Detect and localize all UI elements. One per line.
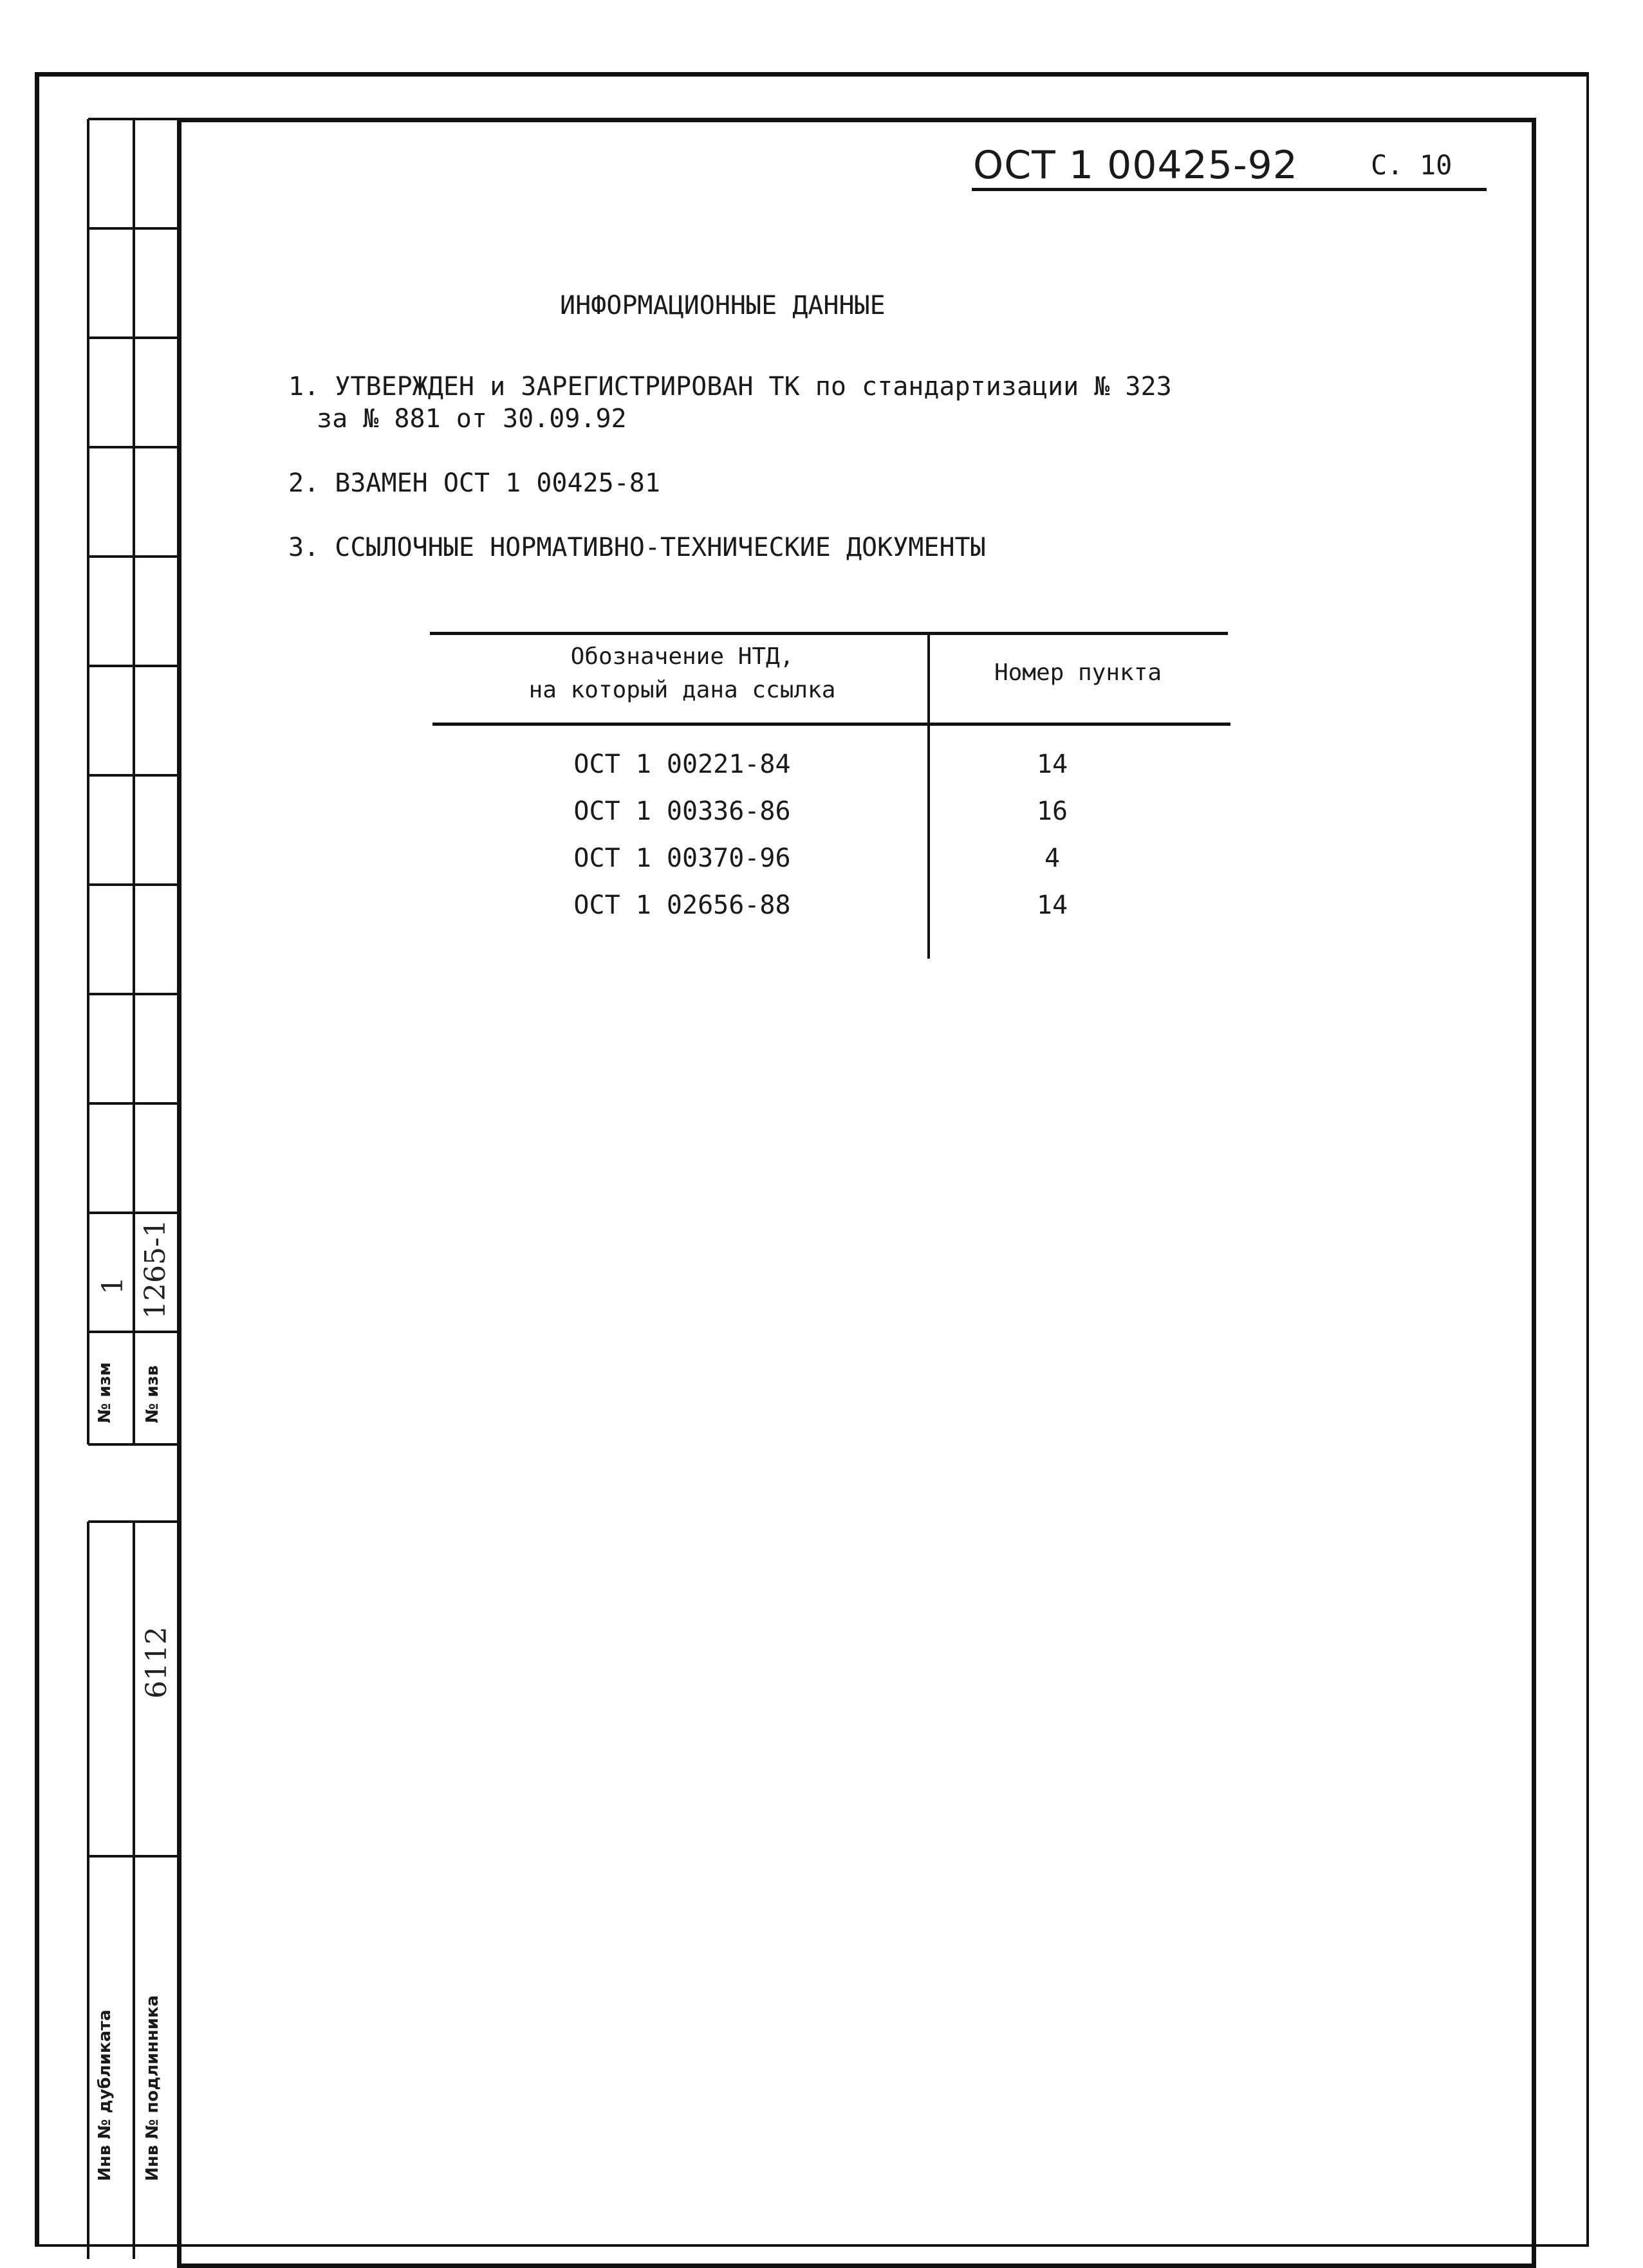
section-title: ИНФОРМАЦИОННЫЕ ДАННЫЕ xyxy=(560,291,886,320)
table-row-clause: 14 xyxy=(1036,750,1068,779)
izm-value: 1 xyxy=(97,1277,129,1295)
item-3: 3. ССЫЛОЧНЫЕ НОРМАТИВНО-ТЕХНИЧЕСКИЕ ДОКУМЕНТЫ xyxy=(288,533,986,562)
table-top-rule xyxy=(430,632,1228,635)
izv-value: 1265-1 xyxy=(139,1219,172,1319)
header-rule xyxy=(972,188,1487,191)
table-header-doc-line-1: Обозначение НТД, xyxy=(570,643,794,670)
page-number: С. 10 xyxy=(1371,149,1453,181)
podl-label: Инв № подлинника xyxy=(143,1995,162,2181)
table-header-doc-line-2: на который дана ссылка xyxy=(528,677,836,703)
izv-label: № изв xyxy=(143,1365,162,1423)
table-row-doc: ОСТ 1 00370-96 xyxy=(573,844,791,873)
table-row-doc: ОСТ 1 00221-84 xyxy=(573,750,791,779)
item-2: 2. ВЗАМЕН ОСТ 1 00425-81 xyxy=(288,468,660,498)
izm-label: № изм xyxy=(95,1362,115,1423)
dubl-label: Инв № дубликата xyxy=(95,2009,115,2181)
table-header-clause: Номер пункта xyxy=(994,659,1162,686)
table-header-doc xyxy=(438,640,927,707)
item-1-line-2: за № 881 от 30.09.92 xyxy=(317,404,627,434)
document-code: ОСТ 1 00425-92 xyxy=(973,143,1298,188)
table-row-clause: 16 xyxy=(1036,797,1068,826)
table-row-doc: ОСТ 1 00336-86 xyxy=(573,797,791,826)
table-header-rule xyxy=(432,723,1230,726)
item-1-line-1: 1. УТВЕРЖДЕН и ЗАРЕГИСТРИРОВАН ТК по стандартизации № 323 xyxy=(288,372,1172,401)
podl-value: 6112 xyxy=(140,1627,173,1699)
table-row-clause: 4 xyxy=(1044,844,1061,873)
table-row-doc: ОСТ 1 02656-88 xyxy=(573,890,791,920)
table-row-clause: 14 xyxy=(1036,890,1068,920)
